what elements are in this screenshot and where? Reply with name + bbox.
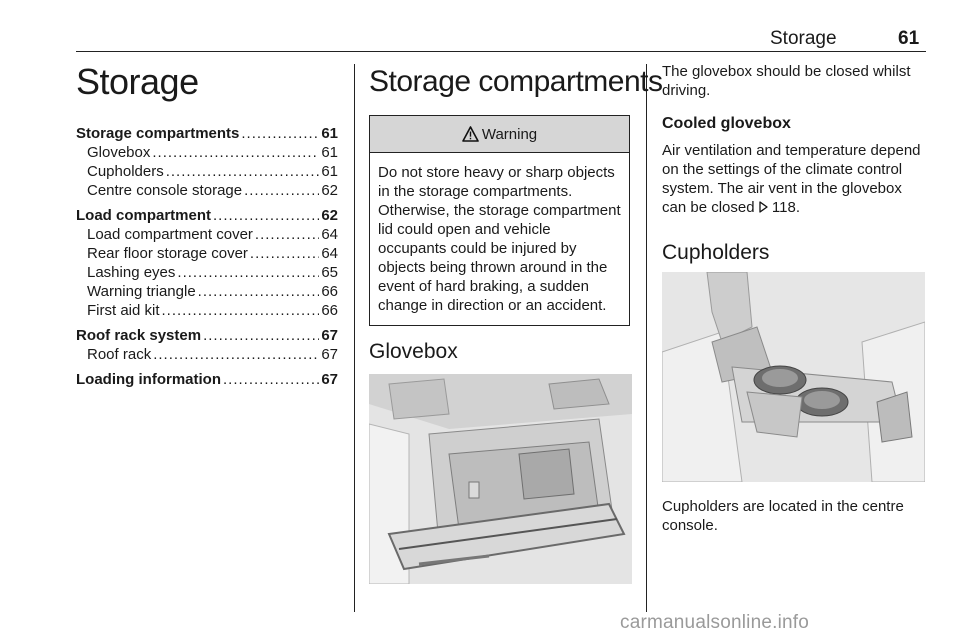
toc-entry-page: 67 bbox=[321, 327, 338, 344]
cupholders-heading: Cupholders bbox=[662, 241, 770, 264]
toc-entry-label: Loading information bbox=[76, 371, 221, 388]
cupholders-text-block bbox=[662, 497, 926, 535]
toc-entry[interactable] bbox=[76, 345, 338, 364]
toc-leader-dots bbox=[177, 263, 319, 282]
footer-watermark: carmanualsonline.info bbox=[620, 612, 810, 633]
toc-entry-label: First aid kit bbox=[87, 302, 160, 319]
warning-header bbox=[370, 116, 629, 153]
toc-entry[interactable] bbox=[76, 263, 338, 282]
toc-entry-page: 65 bbox=[321, 264, 338, 281]
toc-leader-dots bbox=[153, 345, 319, 364]
running-header-section: Storage bbox=[770, 28, 837, 49]
toc-leader-dots bbox=[244, 181, 319, 200]
glovebox-cupholders-column bbox=[662, 62, 926, 265]
glovebox-note: The glovebox should be closed whilst driving. bbox=[662, 63, 911, 99]
cupholders-text: Cupholders are located in the centre console. bbox=[662, 498, 904, 534]
warning-triangle-icon bbox=[462, 126, 479, 142]
toc-entry[interactable] bbox=[76, 282, 338, 301]
toc-leader-dots bbox=[241, 124, 319, 143]
toc-entry-label: Warning triangle bbox=[87, 283, 196, 300]
toc-leader-dots bbox=[166, 162, 320, 181]
warning-text: Do not store heavy or sharp objects in the storage compartments. Otherwise, the storage compartment lid could open and vehicle occupants could be injured by objects being thrown around in the event of hard braking, a sudden change in direction or an accident. bbox=[378, 164, 621, 314]
toc-entry-label: Glovebox bbox=[87, 144, 151, 161]
toc-entry-page: 64 bbox=[321, 226, 338, 243]
warning-box bbox=[369, 115, 630, 326]
cooled-glovebox-heading: Cooled glovebox bbox=[662, 115, 791, 132]
section-title: Storage compartments bbox=[369, 65, 663, 98]
warning-heading: Warning bbox=[481, 125, 538, 143]
toc-entry-label: Load compartment cover bbox=[87, 226, 253, 243]
toc-leader-dots bbox=[162, 301, 320, 320]
page-reference-icon bbox=[759, 201, 768, 213]
toc-entry-label: Cupholders bbox=[87, 163, 164, 180]
toc-entry[interactable] bbox=[76, 244, 338, 263]
toc-entry-page: 67 bbox=[321, 371, 338, 388]
toc-entry[interactable] bbox=[76, 225, 338, 244]
toc-entry[interactable] bbox=[76, 181, 338, 200]
toc-entry-label: Roof rack system bbox=[76, 327, 202, 344]
cupholders-illustration bbox=[662, 272, 925, 482]
toc-entry[interactable] bbox=[76, 143, 338, 162]
toc-leader-dots bbox=[255, 225, 319, 244]
toc-entry-page: 62 bbox=[321, 207, 338, 224]
toc-entry-label: Lashing eyes bbox=[87, 264, 176, 281]
toc-entry-page: 61 bbox=[321, 163, 338, 180]
toc-entry[interactable] bbox=[76, 370, 338, 389]
toc-leader-dots bbox=[198, 282, 320, 301]
toc-entry-label: Roof rack bbox=[87, 346, 152, 363]
toc-leader-dots bbox=[203, 326, 319, 345]
toc-entry-page: 64 bbox=[321, 245, 338, 262]
storage-compartments-column bbox=[369, 62, 663, 378]
toc-entry-page: 62 bbox=[321, 182, 338, 199]
chapter-title: Storage bbox=[76, 61, 199, 102]
column-divider-left bbox=[354, 64, 355, 612]
chapter-contents-column bbox=[76, 62, 338, 389]
cooled-glovebox-page-ref[interactable]: 118. bbox=[771, 199, 801, 216]
toc-leader-dots bbox=[152, 143, 319, 162]
toc-entry-label: Load compartment bbox=[76, 207, 212, 224]
cooled-glovebox-text: Air ventilation and temperature depend on the settings of the climate control system. The air vent in the glovebox can be closed 118. bbox=[662, 142, 921, 216]
glovebox-illustration bbox=[369, 374, 632, 584]
toc-entry[interactable] bbox=[76, 162, 338, 181]
toc-entry-label: Storage compartments bbox=[76, 125, 240, 142]
toc-entry-page: 66 bbox=[321, 283, 338, 300]
toc-entry-page: 61 bbox=[321, 125, 338, 142]
toc-leader-dots bbox=[250, 244, 319, 263]
toc-leader-dots bbox=[213, 206, 319, 225]
toc-leader-dots bbox=[223, 370, 319, 389]
toc-entry[interactable] bbox=[76, 206, 338, 225]
toc-entry[interactable] bbox=[76, 301, 338, 320]
glovebox-heading: Glovebox bbox=[369, 340, 458, 363]
toc-entry-label: Centre console storage bbox=[87, 182, 243, 199]
header-rule bbox=[76, 51, 926, 52]
running-header-page-number: 61 bbox=[898, 28, 920, 49]
toc-entry-label: Rear floor storage cover bbox=[87, 245, 248, 262]
toc-entry[interactable] bbox=[76, 124, 338, 143]
table-of-contents bbox=[76, 124, 338, 389]
toc-entry-page: 66 bbox=[321, 302, 338, 319]
toc-entry-page: 61 bbox=[321, 144, 338, 161]
toc-entry[interactable] bbox=[76, 326, 338, 345]
column-divider-right bbox=[646, 64, 647, 612]
toc-entry-page: 67 bbox=[321, 346, 338, 363]
